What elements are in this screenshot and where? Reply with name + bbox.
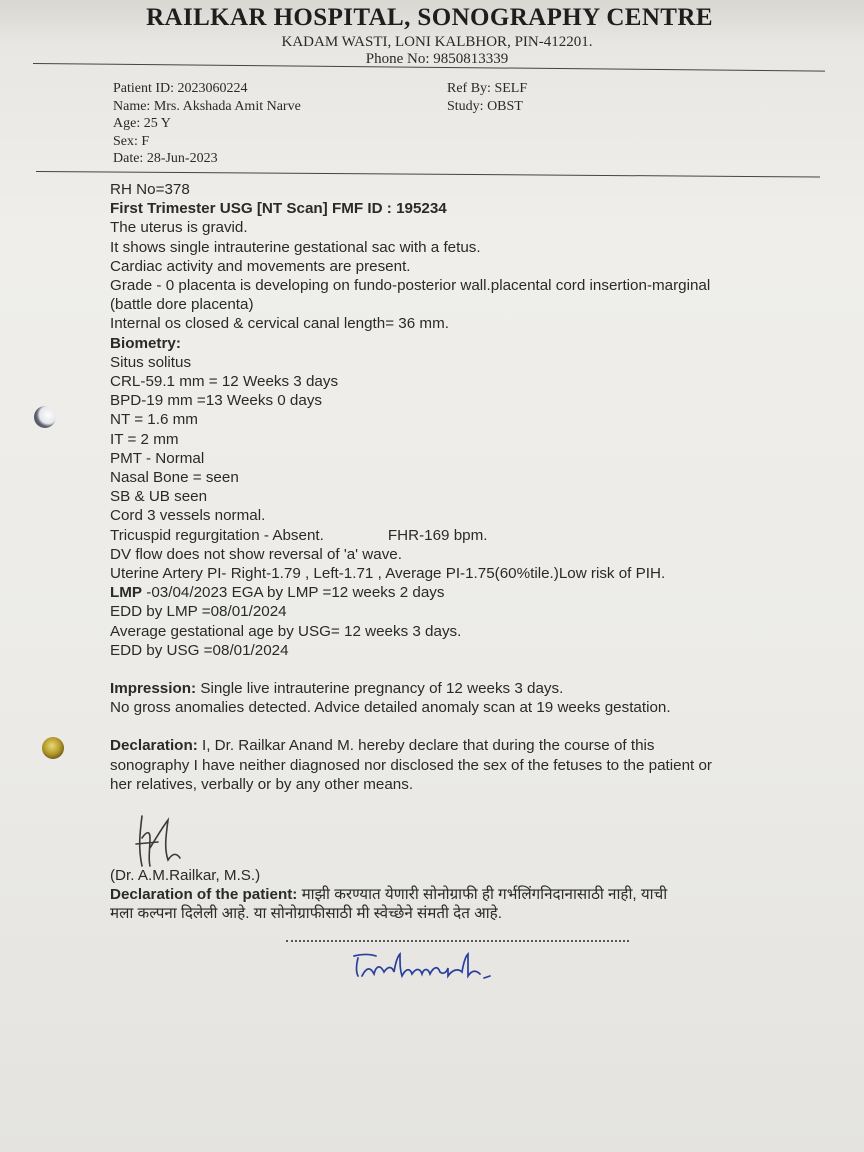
referral-info (447, 80, 527, 115)
biometry-item: SB & UB seen (110, 488, 208, 506)
ref-by: Ref By: SELF (447, 81, 528, 96)
biometry-heading: Biometry: (110, 334, 181, 352)
finding: The uterus is gravid. (110, 219, 248, 237)
biometry-item: NT = 1.6 mm (110, 411, 198, 429)
study-type: Study: OBST (447, 98, 523, 114)
lmp-text: -03/04/2023 EGA by LMP =12 weeks 2 days (142, 584, 445, 602)
patient-declaration (110, 885, 810, 904)
biometry-item: Situs solitus (110, 353, 192, 371)
finding: (battle dore placenta) (110, 296, 254, 314)
signoff-block (110, 866, 810, 924)
hospital-address: KADAM WASTI, LONI KALBHOR, PIN-412201. (281, 34, 593, 50)
biometry-item: Nasal Bone = seen (110, 469, 239, 487)
uterine-artery: Uterine Artery PI- Right-1.79 , Left-1.71 , Average PI-1.75(60%tile.)Low risk of PIH. (110, 565, 666, 583)
patient-name: Name: Mrs. Akshada Amit Narve (113, 98, 301, 114)
patient-declaration-label: Declaration of the patient: (110, 886, 298, 904)
tricuspid-text: Tricuspid regurgitation - Absent. (110, 526, 324, 544)
impression-label: Impression: (110, 680, 197, 698)
doctor-signature-mark (128, 808, 198, 878)
impression-line-2: No gross anomalies detected. Advice detailed anomaly scan at 19 weeks gestation. (110, 699, 671, 717)
biometry-item: Cord 3 vessels normal. (110, 507, 266, 525)
letterhead (0, 4, 864, 68)
hospital-phone: Phone No: 9850813339 (365, 51, 509, 67)
patient-info (113, 80, 301, 168)
declaration-line-3: her relatives, verbally or by any other means. (110, 775, 414, 793)
doctor-name: (Dr. A.M.Railkar, M.S.) (110, 867, 261, 884)
biometry-item: CRL-59.1 mm = 12 Weeks 3 days (110, 373, 339, 391)
report-heading: First Trimester USG [NT Scan] FMF ID : 195234 (110, 200, 447, 218)
patient-signature-line (286, 940, 629, 942)
finding: Internal os closed & cervical canal length= 36 mm. (110, 315, 449, 333)
patient-declaration-text: माझी करण्यात येणारी सोनोग्राफी ही गर्भलिंगनिदानासाठी नाही, याची (297, 886, 668, 904)
lmp-label: LMP (110, 584, 143, 602)
biometry-item: BPD-19 mm =13 Weeks 0 days (110, 392, 323, 410)
tricuspid-line (110, 526, 810, 545)
edd-usg: EDD by USG =08/01/2024 (110, 641, 289, 659)
lmp-line (110, 583, 810, 602)
biometry-item: PMT - Normal (110, 449, 205, 467)
declaration-line-2: sonography I have neither diagnosed nor disclosed the sex of the fetuses to the patient or (110, 756, 712, 774)
fhr-text: FHR-169 bpm. (387, 526, 488, 544)
impression (110, 679, 810, 698)
dv-flow: DV flow does not show reversal of 'a' wave. (110, 545, 402, 563)
finding: Grade - 0 placenta is developing on fundo-posterior wall.placental cord insertion-marginal (110, 277, 711, 295)
edd-lmp: EDD by LMP =08/01/2024 (110, 603, 287, 621)
finding: It shows single intrauterine gestational sac with a fetus. (110, 238, 481, 256)
finding: Cardiac activity and movements are present. (110, 257, 411, 275)
patient-signature-mark (350, 946, 510, 986)
punch-hole (34, 406, 56, 428)
declaration-label: Declaration: (110, 737, 198, 755)
punch-hole (42, 737, 64, 759)
hospital-name: RAILKAR HOSPITAL, SONOGRAPHY CENTRE (146, 4, 713, 31)
patient-age: Age: 25 Y (113, 116, 171, 131)
impression-text: Single live intrauterine pregnancy of 12 weeks 3 days. (196, 680, 564, 698)
patient-sex: Sex: F (113, 133, 150, 149)
patient-declaration-line-2: मला कल्पना दिलेली आहे. या सोनोग्राफीसाठी मी स्वेच्छेने संमती देत आहे. (110, 905, 502, 923)
declaration (110, 736, 810, 755)
rh-number: RH No=378 (110, 181, 190, 198)
declaration-text: I, Dr. Railkar Anand M. hereby declare that during the course of this (197, 737, 655, 755)
avg-gestational-age: Average gestational age by USG= 12 weeks 3 days. (110, 622, 462, 640)
report-body (110, 180, 810, 794)
biometry-item: IT = 2 mm (110, 430, 179, 448)
info-divider (36, 171, 820, 177)
patient-id: Patient ID: 2023060224 (113, 81, 248, 96)
report-date: Date: 28-Jun-2023 (113, 151, 218, 166)
